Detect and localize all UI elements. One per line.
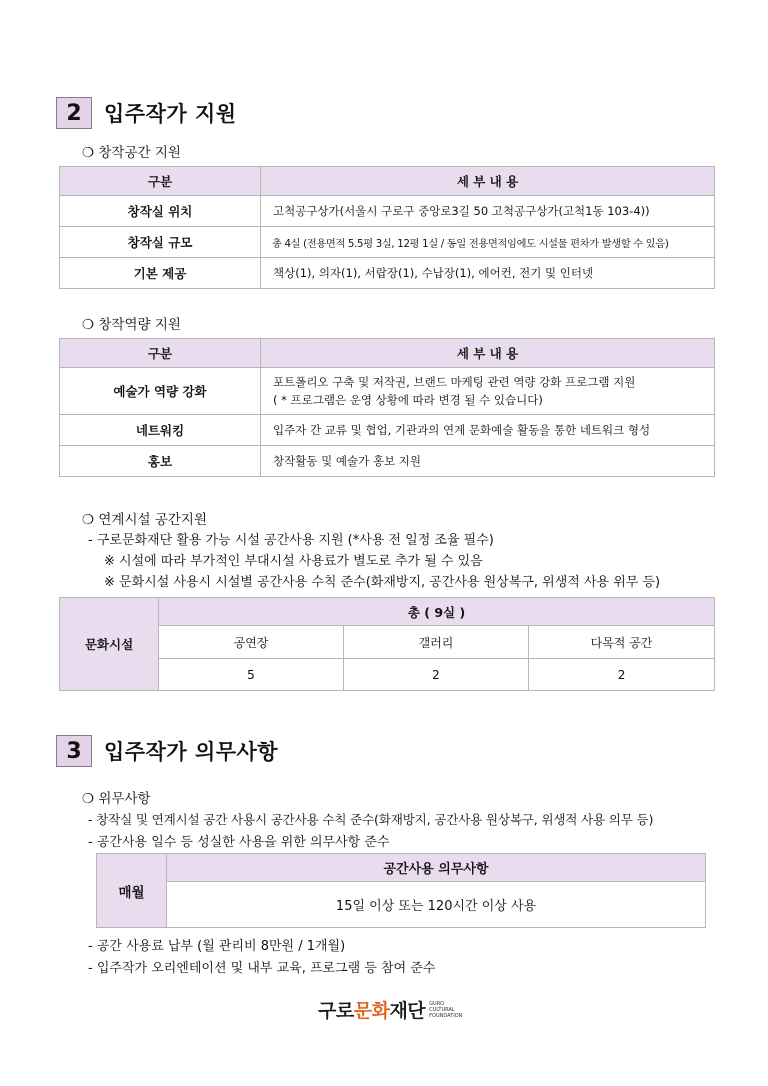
capacity-support-bullet: ❍ 창작역량 지원 <box>82 317 181 333</box>
table-header: 구분 <box>60 167 261 196</box>
row-label: 홍보 <box>60 446 261 477</box>
obligation-line: - 공간 사용료 납부 (월 관리비 8만원 / 1개월) <box>88 939 346 954</box>
row-content: 입주자 간 교류 및 협업, 기관과의 연계 문화예술 활동을 통한 네트워크 형성 <box>261 415 715 446</box>
row-content-cell <box>261 368 715 415</box>
total-header: 총 ( 9실 ) <box>159 598 715 626</box>
logo-sub-line: CULTURAL <box>429 1006 455 1013</box>
obligation-table <box>96 853 706 928</box>
section-title: 입주작가 지원 <box>104 102 237 126</box>
section-number: 3 <box>56 735 92 767</box>
table-header: 공간사용 의무사항 <box>167 854 706 882</box>
obligation-bullet: ❍ 위무사항 <box>82 791 151 807</box>
obligation-line: - 창작실 및 연계시설 공간 사용시 공간사용 수칙 준수(화재방지, 공간사용 원상복구, 위생적 사용 의무 등) <box>88 812 654 827</box>
row-label: 예술가 역량 강화 <box>60 368 261 415</box>
row-content: 총 4실 (전용면적 5.5평 3실, 12평 1실 / 동일 전용면적임에도 시설물 편차가 발생할 수 있음) <box>261 227 715 258</box>
table-row <box>60 258 715 289</box>
table-header: 구분 <box>60 339 261 368</box>
column-value: 2 <box>529 659 715 691</box>
row-label: 창작실 규모 <box>60 227 261 258</box>
row-label: 기본 제공 <box>60 258 261 289</box>
row-note: ( * 프로그램은 운영 상황에 따라 변경 될 수 있습니다) <box>273 393 543 407</box>
row-label: 문화시설 <box>60 598 159 691</box>
table-row <box>60 415 715 446</box>
table-row <box>60 196 715 227</box>
logo-sub-line: GURO <box>429 1000 445 1007</box>
row-content: 고척공구상가(서울시 구로구 중앙로3길 50 고척공구상가(고척1동 103-4)) <box>261 196 715 227</box>
table-row <box>60 227 715 258</box>
row-content: 포트폴리오 구축 및 저작권, 브랜드 마케팅 관련 역량 강화 프로그램 지원 <box>273 375 636 389</box>
section-3-heading <box>56 735 278 767</box>
logo-text-accent: 문화 <box>353 1000 390 1022</box>
table-header: 세 부 내 용 <box>261 339 715 368</box>
space-support-bullet: ❍ 창작공간 지원 <box>82 145 181 161</box>
table-header: 세 부 내 용 <box>261 167 715 196</box>
capacity-support-table <box>59 338 715 477</box>
column-value: 2 <box>344 659 529 691</box>
obligation-line: - 공간사용 일수 등 성실한 사용을 위한 의무사항 준수 <box>88 835 390 850</box>
column-label: 공연장 <box>159 626 344 659</box>
facility-note: ※ 시설에 따라 부가적인 부대시설 사용료가 별도로 추가 될 수 있음 <box>104 554 483 569</box>
facility-table <box>59 597 715 691</box>
row-label: 네트워킹 <box>60 415 261 446</box>
logo-wordmark <box>318 996 425 1023</box>
facility-support-bullet: ❍ 연계시설 공간지원 <box>82 512 208 528</box>
obligation-content: 15일 이상 또는 120시간 이상 사용 <box>167 882 706 928</box>
logo-subtitle <box>429 1001 462 1019</box>
facility-line: - 구로문화재단 활용 가능 시설 공간사용 지원 (*사용 전 일정 조율 필수) <box>88 533 494 548</box>
foundation-logo <box>318 996 462 1023</box>
row-label: 창작실 위치 <box>60 196 261 227</box>
table-row <box>60 446 715 477</box>
section-title: 입주작가 의무사항 <box>104 740 279 764</box>
section-2-heading <box>56 97 237 129</box>
section-number: 2 <box>56 97 92 129</box>
logo-sub-line: FOUNDATION <box>429 1012 463 1019</box>
logo-text-part: 구로 <box>318 1000 354 1022</box>
row-content: 책상(1), 의자(1), 서랍장(1), 수납장(1), 에어컨, 전기 및 인터넷 <box>261 258 715 289</box>
row-label: 매월 <box>97 854 167 928</box>
column-value: 5 <box>159 659 344 691</box>
space-support-table <box>59 166 715 289</box>
facility-note: ※ 문화시설 사용시 시설별 공간사용 수칙 준수(화재방지, 공간사용 원상복구, 위생적 사용 위무 등) <box>104 575 661 590</box>
column-label: 갤러리 <box>344 626 529 659</box>
obligation-line: - 입주작가 오리엔테이션 및 내부 교육, 프로그램 등 참여 준수 <box>88 961 436 976</box>
logo-text-part: 재단 <box>389 1000 426 1022</box>
row-content: 창작활동 및 예술가 홍보 지원 <box>261 446 715 477</box>
table-row <box>60 368 715 415</box>
column-label: 다목적 공간 <box>529 626 715 659</box>
